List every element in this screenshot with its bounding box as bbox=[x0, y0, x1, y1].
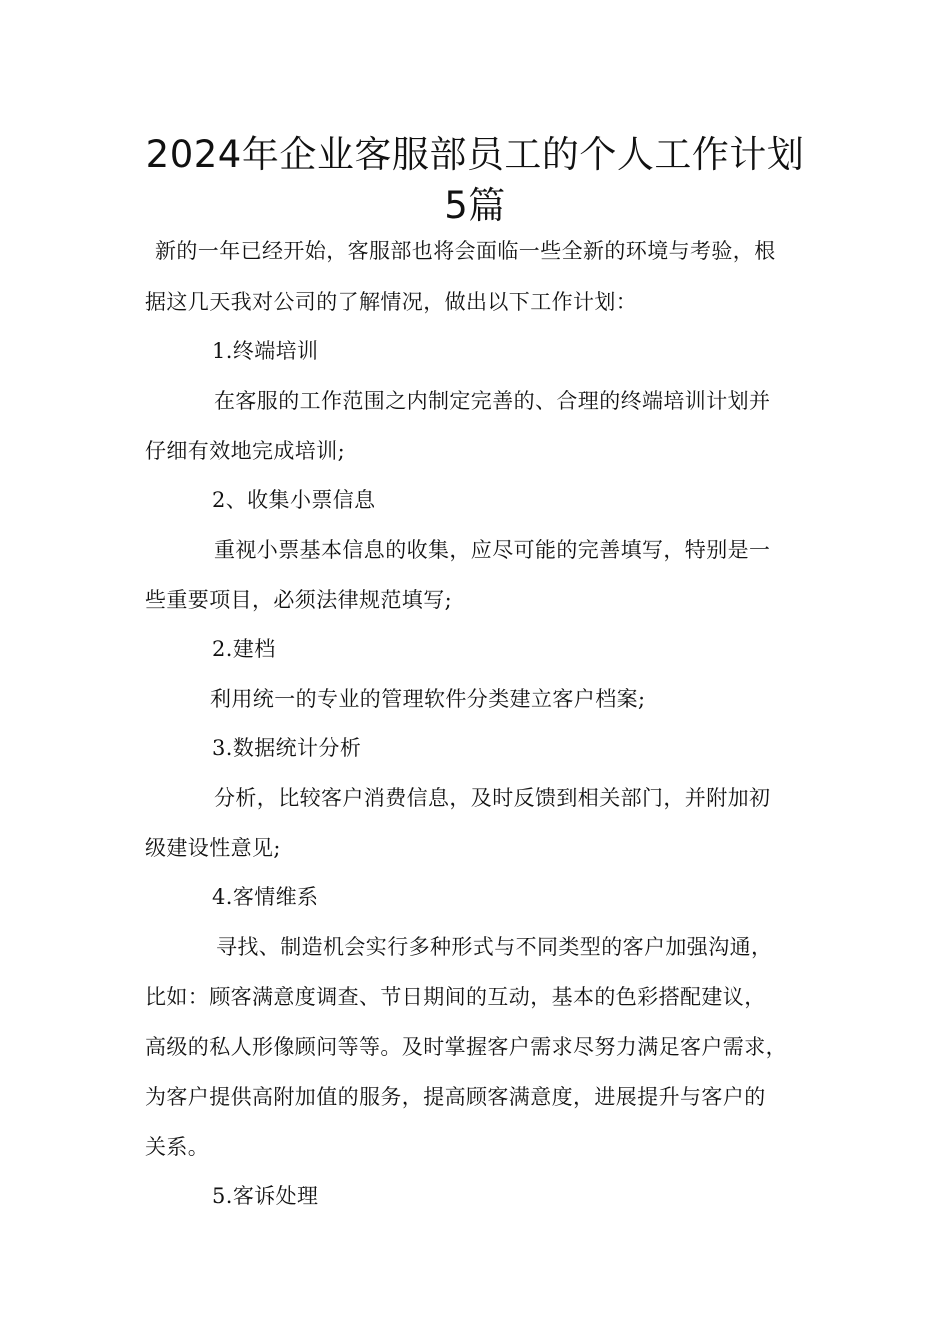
section-heading-terminal-training: 1.终端培训 bbox=[212, 339, 319, 363]
document-title-line-2: 5篇 bbox=[444, 184, 506, 227]
paragraph-line: 为客户提供高附加值的服务，提高顾客满意度，进展提升与客户的 bbox=[145, 1085, 766, 1109]
intro-line-1: 新的一年已经开始，客服部也将会面临一些全新的环境与考验，根 bbox=[155, 239, 776, 263]
document-title-line-1: 2024年企业客服部员工的个人工作计划 bbox=[145, 133, 805, 176]
section-heading-receipt-info: 2、收集小票信息 bbox=[212, 488, 376, 512]
section-heading-complaint-handling: 5.客诉处理 bbox=[212, 1184, 319, 1208]
section-heading-archiving: 2.建档 bbox=[212, 637, 276, 661]
intro-line-2: 据这几天我对公司的了解情况，做出以下工作计划： bbox=[145, 290, 638, 314]
paragraph-line: 比如：顾客满意度调查、节日期间的互动，基本的色彩搭配建议， bbox=[145, 985, 766, 1009]
paragraph-line: 仔细有效地完成培训; bbox=[145, 439, 346, 463]
paragraph-line: 分析，比较客户消费信息，及时反馈到相关部门，并附加初 bbox=[214, 786, 771, 810]
paragraph-line: 级建设性意见; bbox=[145, 836, 281, 860]
paragraph-line: 些重要项目，必须法律规范填写; bbox=[145, 588, 453, 612]
paragraph-line: 利用统一的专业的管理软件分类建立客户档案; bbox=[210, 687, 646, 711]
section-heading-data-analysis: 3.数据统计分析 bbox=[212, 736, 362, 760]
section-heading-customer-relations: 4.客情维系 bbox=[212, 885, 319, 909]
paragraph-line: 寻找、制造机会实行多种形式与不同类型的客户加强沟通， bbox=[216, 935, 773, 959]
paragraph-line: 高级的私人形像顾问等等。及时掌握客户需求尽努力满足客户需求， bbox=[145, 1035, 787, 1059]
paragraph-line: 关系。 bbox=[145, 1135, 210, 1159]
paragraph-line: 在客服的工作范围之内制定完善的、合理的终端培训计划并 bbox=[214, 389, 771, 413]
paragraph-line: 重视小票基本信息的收集，应尽可能的完善填写，特别是一 bbox=[214, 538, 771, 562]
